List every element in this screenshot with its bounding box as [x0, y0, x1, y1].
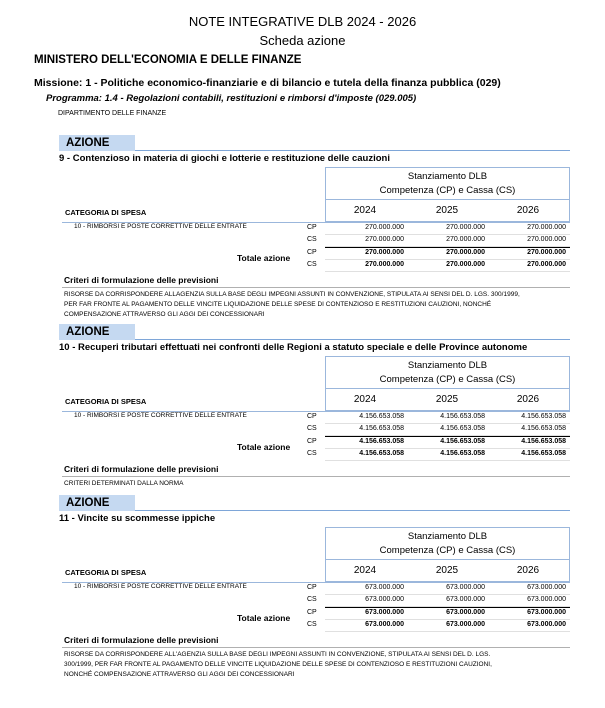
tot-cs-value: 270.000.000: [365, 261, 404, 268]
row-divider: [325, 423, 570, 424]
categoria-label: CATEGORIA DI SPESA: [65, 568, 147, 577]
cs-tag: CS: [307, 261, 317, 268]
criteri-text-line: PER FAR FRONTE AL PAGAMENTO DELLE VINCITE LIQUIDAZIONE DELLE SPESE DI CONTENZIOSO E RESTITUZIONI CAUZIONI, NONCHÉ: [64, 301, 492, 308]
cp-value: 270.000.000: [527, 224, 566, 231]
tot-cp-value: 270.000.000: [365, 249, 404, 256]
cs-tag: CS: [307, 236, 317, 243]
tot-cs-value: 4.156.653.058: [440, 450, 485, 457]
categoria-label: CATEGORIA DI SPESA: [65, 397, 147, 406]
programma-heading: Programma: 1.4 - Regolazioni contabili, restituzioni e rimborsi d'imposte (029.005): [46, 93, 417, 104]
cp-tag: CP: [307, 438, 317, 445]
azione-label: AZIONE: [59, 495, 135, 511]
cs-tag: CS: [307, 425, 317, 432]
tot-cs-value: 4.156.653.058: [521, 450, 566, 457]
criteri-divider: [62, 647, 570, 648]
row-divider: [325, 259, 570, 260]
tot-cp-value: 673.000.000: [365, 609, 404, 616]
criteri-label: Criteri di formulazione delle previsioni: [64, 464, 219, 474]
year-header: 2026: [516, 394, 540, 405]
row-divider: [325, 619, 570, 620]
stanziamento-header: [325, 167, 570, 200]
criteri-text-line: RISORSE DA CORRISPONDERE ALL'AGENZIA SULLA BASE DEGLI IMPEGNI ASSUNTI IN CONVENZIONE, STIPULATA AI SENSI DEL D. LGS.: [64, 651, 491, 658]
azione-divider: [135, 339, 570, 340]
tot-cp-value: 673.000.000: [446, 609, 485, 616]
cp-tag: CP: [307, 584, 317, 591]
stanziamento-line2: Competenza (CP) e Cassa (CS): [379, 545, 516, 556]
cp-value: 673.000.000: [365, 584, 404, 591]
cs-tag: CS: [307, 596, 317, 603]
tot-cp-value: 270.000.000: [446, 249, 485, 256]
year-header: 2024: [353, 205, 377, 216]
stanziamento-line1: Stanziamento DLB: [407, 171, 488, 182]
cs-value: 4.156.653.058: [440, 425, 485, 432]
stanziamento-header: [325, 356, 570, 389]
tot-cp-value: 270.000.000: [527, 249, 566, 256]
row-divider: [325, 234, 570, 235]
criteri-label: Criteri di formulazione delle previsioni: [64, 275, 219, 285]
cp-tag: CP: [307, 609, 317, 616]
totale-divider: [325, 607, 570, 608]
cp-value: 673.000.000: [446, 584, 485, 591]
totale-azione-label: Totale azione: [237, 253, 291, 263]
cs-value: 4.156.653.058: [521, 425, 566, 432]
criteri-text-line: 300/1999, PER FAR FRONTE AL PAGAMENTO DELLE VINCITE LIQUIDAZIONE DELLE SPESE DI CONTENZIOSO E RESTITUZIONI CAUZIONI,: [64, 661, 492, 668]
tot-cs-value: 673.000.000: [527, 621, 566, 628]
tot-cp-value: 4.156.653.058: [521, 438, 566, 445]
row-divider: [325, 631, 570, 632]
cp-tag: CP: [307, 413, 317, 420]
tot-cs-value: 673.000.000: [446, 621, 485, 628]
criteri-label: Criteri di formulazione delle previsioni: [64, 635, 219, 645]
totale-azione-label: Totale azione: [237, 613, 291, 623]
tot-cs-value: 673.000.000: [365, 621, 404, 628]
totale-divider: [325, 436, 570, 437]
category-row-label: 10 - RIMBORSI E POSTE CORRETTIVE DELLE ENTRATE: [74, 583, 247, 590]
criteri-text-line: COMPENSAZIONE ATTRAVERSO GLI AGGI DEI CONCESSIONARI: [64, 311, 265, 318]
criteri-text-line: NONCHÉ COMPENSAZIONE ATTRAVERSO GLI AGGI DEI CONCESSIONARI: [64, 671, 295, 678]
totale-azione-label: Totale azione: [237, 442, 291, 452]
row-divider: [325, 594, 570, 595]
dipartimento-label: DIPARTIMENTO DELLE FINANZE: [58, 110, 167, 117]
azione-divider: [135, 150, 570, 151]
cp-value: 270.000.000: [365, 224, 404, 231]
criteri-divider: [62, 287, 570, 288]
stanziamento-line2: Competenza (CP) e Cassa (CS): [379, 374, 516, 385]
tot-cs-value: 270.000.000: [446, 261, 485, 268]
category-row-label: 10 - RIMBORSI E POSTE CORRETTIVE DELLE ENTRATE: [74, 223, 247, 230]
year-header: 2025: [435, 394, 459, 405]
ministry-heading: MINISTERO DELL'ECONOMIA E DELLE FINANZE: [34, 54, 302, 66]
row-divider: [325, 448, 570, 449]
year-header: 2024: [353, 394, 377, 405]
stanziamento-line1: Stanziamento DLB: [407, 531, 488, 542]
stanziamento-line2: Competenza (CP) e Cassa (CS): [379, 185, 516, 196]
year-header: 2026: [516, 565, 540, 576]
year-header: 2026: [516, 205, 540, 216]
cs-value: 673.000.000: [446, 596, 485, 603]
cp-value: 4.156.653.058: [521, 413, 566, 420]
category-row-label: 10 - RIMBORSI E POSTE CORRETTIVE DELLE ENTRATE: [74, 412, 247, 419]
azione-label: AZIONE: [59, 324, 135, 340]
cp-value: 4.156.653.058: [440, 413, 485, 420]
cs-value: 270.000.000: [365, 236, 404, 243]
missione-heading: Missione: 1 - Politiche economico-finanziarie e di bilancio e tutela della finanza pubblica (029): [34, 77, 501, 89]
cs-value: 270.000.000: [527, 236, 566, 243]
row-divider: [325, 271, 570, 272]
stanziamento-header: [325, 527, 570, 560]
year-header: 2024: [353, 565, 377, 576]
criteri-text-line: CRITERI DETERMINATI DALLA NORMA: [64, 480, 184, 487]
tot-cs-value: 4.156.653.058: [359, 450, 404, 457]
cs-value: 673.000.000: [365, 596, 404, 603]
azione-label: AZIONE: [59, 135, 135, 151]
cs-value: 673.000.000: [527, 596, 566, 603]
criteri-divider: [62, 476, 570, 477]
cs-value: 4.156.653.058: [359, 425, 404, 432]
year-header: 2025: [435, 205, 459, 216]
azione-title: 10 - Recuperi tributari effettuati nei confronti delle Regioni a statuto speciale e delle Province autonome: [59, 342, 528, 353]
stanziamento-line1: Stanziamento DLB: [407, 360, 488, 371]
azione-title: 11 - Vincite su scommesse ippiche: [59, 513, 216, 524]
cp-value: 4.156.653.058: [359, 413, 404, 420]
azione-divider: [135, 510, 570, 511]
tot-cp-value: 4.156.653.058: [359, 438, 404, 445]
cs-tag: CS: [307, 621, 317, 628]
tot-cp-value: 673.000.000: [527, 609, 566, 616]
year-header: 2025: [435, 565, 459, 576]
tot-cs-value: 270.000.000: [527, 261, 566, 268]
azione-title: 9 - Contenzioso in materia di giochi e lotterie e restituzione delle cauzioni: [59, 153, 390, 164]
cp-tag: CP: [307, 249, 317, 256]
tot-cp-value: 4.156.653.058: [440, 438, 485, 445]
document-subtitle: Scheda azione: [259, 33, 346, 48]
document-title: NOTE INTEGRATIVE DLB 2024 - 2026: [188, 14, 417, 29]
totale-divider: [325, 247, 570, 248]
cp-value: 673.000.000: [527, 584, 566, 591]
cs-tag: CS: [307, 450, 317, 457]
row-divider: [325, 460, 570, 461]
cp-value: 270.000.000: [446, 224, 485, 231]
cs-value: 270.000.000: [446, 236, 485, 243]
categoria-label: CATEGORIA DI SPESA: [65, 208, 147, 217]
cp-tag: CP: [307, 224, 317, 231]
criteri-text-line: RISORSE DA CORRISPONDERE ALLAGENZIA SULLA BASE DEGLI IMPEGNI ASSUNTI IN CONVENZIONE, STIPULATA AI SENSI DEL D. LGS. 300/1999,: [64, 291, 520, 298]
